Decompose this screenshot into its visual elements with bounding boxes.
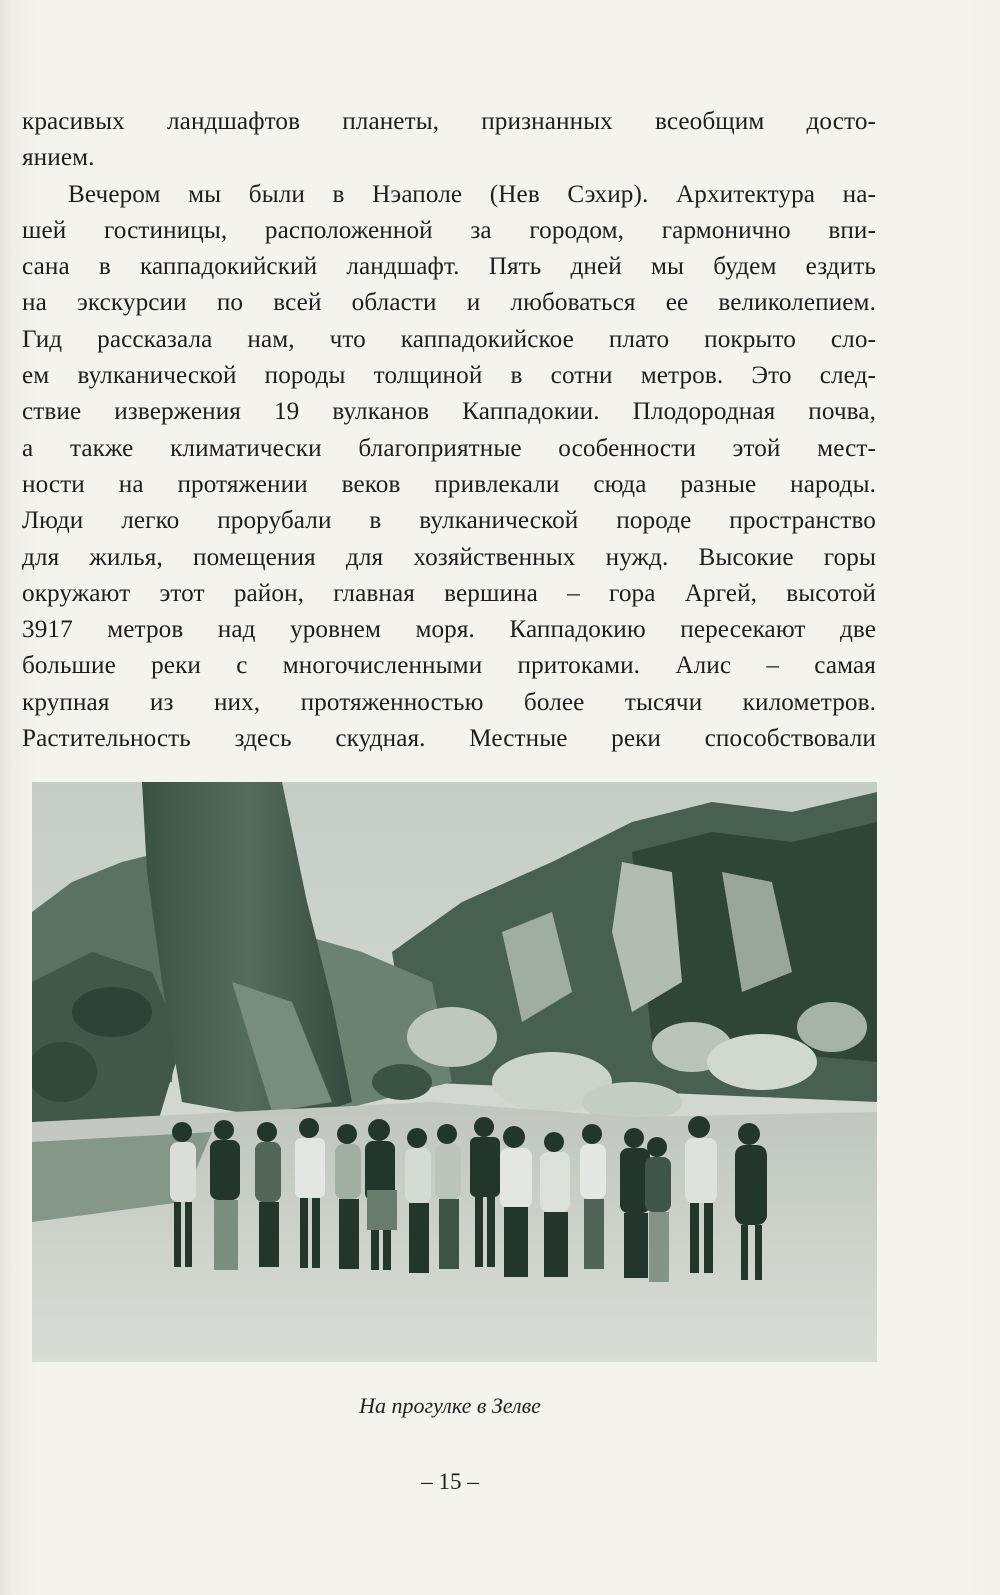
group-photo: [32, 782, 877, 1362]
text-line: большие реки с многочисленными притоками. Алис – самая: [22, 652, 876, 680]
text-line: Люди легко прорубали в вулканической породе пространство: [22, 507, 876, 535]
text-line: 3917 метров над уровнем моря. Каппадокию пересекают две: [22, 616, 876, 644]
body-text: [22, 104, 876, 757]
text-line: шей гостиницы, расположенной за городом, гармонично впи-: [22, 216, 876, 244]
text-line: ствие извержения 19 вулканов Каппадокии. Плодородная почва,: [22, 398, 876, 426]
text-line: сана в каппадокийский ландшафт. Пять дней мы будем ездить: [22, 253, 876, 281]
text-line: а также климатически благоприятные особенности этой мест-: [22, 434, 876, 462]
text-line: окружают этот район, главная вершина – гора Аргей, высотой: [22, 579, 876, 607]
text-line: для жилья, помещения для хозяйственных нужд. Высокие горы: [22, 543, 876, 571]
text-line: Вечером мы были в Нэаполе (Нев Сэхир). Архитектура на-: [68, 180, 876, 208]
page-number: – 15 –: [421, 1469, 479, 1494]
text-line: Растительность здесь скудная. Местные реки способствовали: [22, 725, 876, 753]
photo-caption: На прогулке в Зелве: [359, 1393, 541, 1418]
text-line: красивых ландшафтов планеты, признанных всеобщим досто-: [22, 108, 876, 135]
text-line: янием.: [22, 144, 95, 172]
text-line: Гид рассказала нам, что каппадокийское плато покрыто сло-: [22, 325, 876, 353]
text-line: ем вулканической породы толщиной в сотни метров. Это след-: [22, 362, 876, 390]
group-photo-cappadocia-icon: [32, 782, 877, 1362]
text-line: крупная из них, протяженностью более тысячи километров.: [22, 688, 876, 716]
text-line: на экскурсии по всей области и любоваться ее великолепием.: [22, 289, 876, 317]
text-line: ности на протяжении веков привлекали сюда разные народы.: [22, 470, 876, 498]
